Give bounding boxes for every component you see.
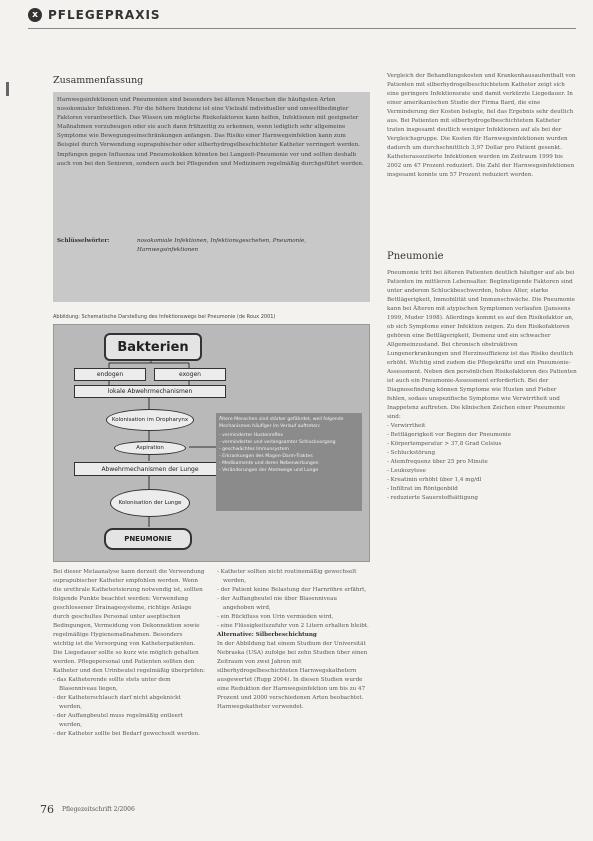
- figure-caption: Abbildung: Schematische Darstellung des Infektionswegs bei Pneumonie (de Roux 2001): [53, 314, 276, 320]
- keywords-label: Schlüsselwörter:: [57, 238, 110, 244]
- list-item: - Schluckstörung: [387, 450, 436, 456]
- list-item: - Bettlägerigkeit vor Beginn der Pneumonie: [387, 432, 511, 438]
- right-column-text-1: Vergleich der Behandlungskosten und Krankenhausaufenthalt von Patienten mit silberhydrogelbeschichtetem Katheter zeigt sich eine geringere Infektionsrate und damit verkürzte Liegedauer. In einer amerikanischen Studie der Firma Bard, die eine Verminderung der Kosten belegte, fiel das Ergebnis sehr deutlich aus. Bei Patienten mit silberhydrogelbeschichtetem Katheter traten insgesamt deutlich weniger Infektionen auf als bei der Vergleichsgruppe. Die Kosten für Harnwegsinfektionen wurden dadurch um durchschnittlich 3,97 Dollar pro Patient gesenkt. Katheterassoziierte Infektionen wurden im Zeitraum 1999 bis 2002 um 47 Prozent reduziert. Die Zahl der Harnwegsinfektionen insgesamt konnte um 57 Prozent reduziert werden.: [387, 73, 576, 178]
- list-item: - der Katheterschlauch darf nicht abgeknickt werden,: [53, 695, 181, 710]
- bottom-column-2: [217, 568, 370, 712]
- summary-box: [53, 92, 370, 302]
- page-header: [28, 4, 161, 26]
- col1-paragraph: Bei dieser Metaanalyse kann derzeit die Verwendung suprapubischer Katheter empfohlen werden. Wenn die urethrale Katheterisierung notwendig ist, sollten folgende Punkte beachtet werden: Verwendung geschlossener Drainagesysteme, richtige Anlage durch geschultes Personal unter aseptischen Bedingungen, Vermeidung von Dekonnektion sowie regelmäßige Hygienemaßnahmen. Besonders wichtig ist die Versorgung von Katheterpatienten. Die Liegedauer sollte so kurz wie möglich gehalten werden. Pflegepersonal und Patienten sollten den Katheter und den Urinbeutel regelmäßig überprüfen:: [53, 569, 206, 674]
- risk-note-item: - verminderter und verlangsamter Schluckvorgang: [219, 440, 336, 445]
- list-item: - reduzierte Sauerstoffsättigung: [387, 495, 478, 501]
- risk-note-item: - Veränderungen der Atemwege und Lunge: [219, 468, 319, 473]
- logo-circle-icon: x: [28, 8, 42, 22]
- subheading-silberbeschichtung: Alternative: Silberbeschichtung: [217, 632, 317, 638]
- keywords-values: nosokomiale Infektionen, Infektionsgeschehen, Pneumonie, Harnwegsinfektionen: [137, 238, 307, 253]
- list-item: - der Katheter sollte bei Bedarf gewechselt werden.: [53, 731, 200, 737]
- aspiration-oval: Aspiration: [114, 441, 186, 455]
- lokale-abwehr-box: lokale Abwehrmechanismen: [74, 385, 226, 398]
- risk-note-item: - verminderter Hustenreflex: [219, 433, 284, 438]
- risk-note-intro: Ältere Menschen sind stärker gefährdet, weil folgende Mechanismen häufiger im Verlauf auftreten:: [219, 417, 344, 429]
- list-item: - Infiltrat im Röntgenbild: [387, 486, 458, 492]
- page-number: 76: [40, 803, 54, 816]
- kolonisation-oropharynx-oval: Kolonisation im Oropharynx: [106, 409, 194, 431]
- keywords: [57, 237, 367, 255]
- bakterien-box: Bakterien: [104, 333, 202, 361]
- list-item: - der Auffangbeutel muss regelmäßig entleert werden,: [53, 713, 183, 728]
- abwehr-lunge-box: Abwehrmechanismen der Lunge: [74, 462, 226, 476]
- list-item: - Körpertemperatur > 37,8 Grad Celsius: [387, 441, 502, 447]
- list-item: - eine Flüssigkeitszufuhr von 2 Litern erhalten bleibt.: [217, 623, 369, 629]
- summary-title: Zusammenfassung: [53, 75, 144, 86]
- list-item: - der Patient keine Belastung der Harnröhre erfährt,: [217, 587, 367, 593]
- list-item: - Katheter sollten nicht routinemäßig gewechselt werden,: [217, 569, 357, 584]
- right-column-text-2: [387, 269, 577, 503]
- risk-note-item: - geschwächtes Immunsystem: [219, 447, 289, 452]
- list-item: - Kreatinin erhöht über 1,4 mg/dl: [387, 477, 482, 483]
- section-heading-pneumonie: Pneumonie: [387, 251, 444, 262]
- bottom-column-1: [53, 568, 205, 739]
- risk-note-item: - Medikamente und deren Nebenwirkungen: [219, 461, 319, 466]
- section-brand: PFLEGEPRAXIS: [48, 8, 161, 22]
- list-item: - ein Rückfluss von Urin vermieden wird,: [217, 614, 334, 620]
- risk-note-item: - Erkrankungen des Magen-Darm-Traktes: [219, 454, 313, 459]
- list-item: - Leukozytose: [387, 468, 426, 474]
- list-item: - Verwirrtheit: [387, 423, 426, 429]
- list-item: - das Katheterende sollte stets unter dem Blasenniveau liegen,: [53, 677, 171, 692]
- kolonisation-lunge-oval: Kolonisation der Lunge: [110, 489, 190, 517]
- journal-name: Pflegezeitschrift 2/2006: [62, 806, 135, 813]
- risk-note-box: [216, 413, 362, 511]
- col2-paragraph: In der Abbildung hat einem Studium der Universität Nebraska (USA) zufolge bei zehn Studien über einen Zeitraum von zwei Jahren mit silberhydrogelbeschichteten Harnwegskathetern ausgewertet (Rupp 2004). In diesen Studien wurde eine Reduktion der Harnwegsinfektion um bis zu 47 Prozent und 2000 verschiedenen Arten beobachtet. Harnwegskatheter verwendet.: [217, 641, 368, 710]
- pneumonie-paragraph: Pneumonie tritt bei älteren Patienten deutlich häufiger auf als bei Patienten im mittleren Lebensalter. Begünstigende Faktoren sind unter anderem Schluckbeschwerden, hohes Alter, starke Bettlägerigkeit, Immobilität und Immunschwäche. Die Pneumonie kann bei Älteren mit atypischen Symptomen verlaufen (Janssens 1999, Muder 1998). Allerdings kommt es auf den Risikofaktor an, ob sich Symptome einer Infektion zeigen. Zu den Risikofaktoren gehören eine Bettlägerigkeit, Demenz und ein schwacher Allgemeinzustand. Bei chronisch obstruktiven Lungenerkrankungen und Herzinsuffizienz ist das Risiko deutlich erhöht. Wichtig sind zudem die Pflegekräfte und ein Pneumonie-Assessment. Neben den persönlichen Risikofaktoren des Patienten ist auch ein Pneumonie-Assessment erforderlich. Bei der Diagnosefindung können Symptome wie Husten und Fieber fehlen, sodass unspezifische Symptome wie Verwirrtheit und Inappetenz auftreten. Die klinischen Zeichen einer Pneumonie sind:: [387, 270, 577, 420]
- list-item: - der Auffangbeutel nie über Blasenniveau angehoben wird,: [217, 596, 338, 611]
- header-rule: [28, 28, 576, 29]
- margin-mark: [6, 82, 9, 96]
- exogen-box: exogen: [154, 368, 226, 381]
- summary-text: Harnwegsinfektionen und Pneumonien sind besonders bei älteren Menschen die häufigsten Arten nosokomialer Infektionen. Für die höhere Inzidenz ist eine Vielzahl individueller und umweltbedingter Faktoren verantwortlich. Das Wissen um mögliche Risikofaktoren kann helfen, Infektionen mit geeigneter Maßnahmen vorzubeugen oder sie auch dann frühzeitig zu erkennen, wenn lediglich sehr allgemeine Symptome wie Bewegungseinschränkungen anfangen. Das Risiko einer Harnwegsinfektion kann zum Beispiel durch Verwendung suprapubischer oder silberhydrogelbeschichteter Katheter verringert werden. Impfungen gegen Influenza und Pneumokokken könnten bei Langzeit-Pneumonie vor und sollten deshalb auch von bei den Senioren, sondern auch bei Pflegenden und Medizinern regelmäßig durchgeführt werden.: [57, 97, 364, 167]
- infection-pathway-figure: [53, 324, 370, 562]
- endogen-box: endogen: [74, 368, 146, 381]
- list-item: - Atemfrequenz über 25 pro Minute: [387, 459, 488, 465]
- pneumonie-box: PNEUMONIE: [104, 528, 192, 550]
